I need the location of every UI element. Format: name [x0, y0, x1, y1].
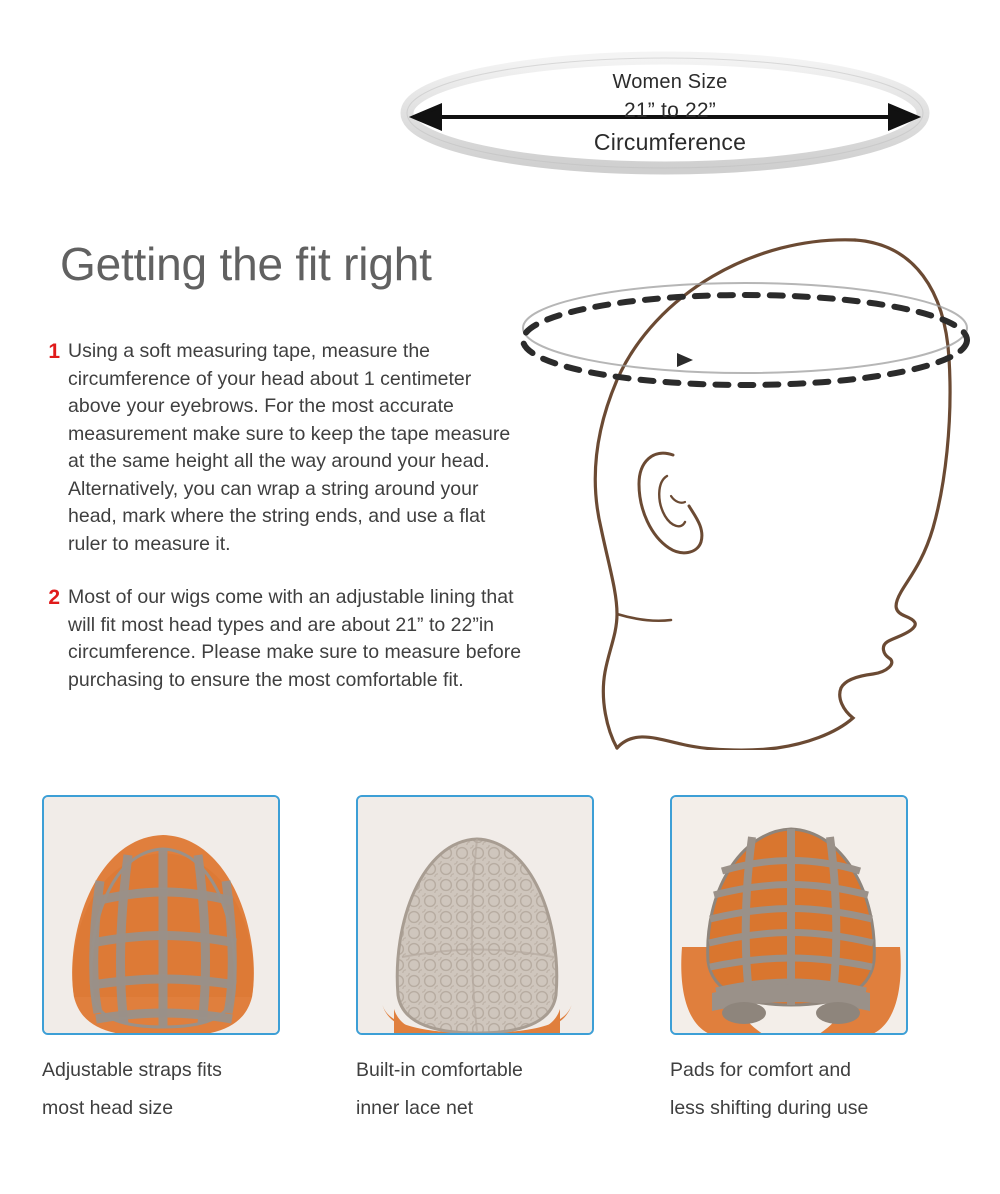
card-caption-line1: Built-in comfortable [356, 1059, 523, 1081]
card-caption [356, 1051, 596, 1127]
instructions-list [28, 338, 528, 720]
card-caption-line2: most head size [42, 1097, 174, 1119]
card-caption-line2: inner lace net [356, 1097, 474, 1119]
list-item [28, 338, 528, 558]
card-caption [670, 1051, 910, 1127]
feature-cards [0, 795, 1000, 1127]
head-profile-with-measuring-loop-icon [505, 210, 975, 750]
step-text: Most of our wigs come with an adjustable lining that will fit most head types and are about 21” to 22”in circumference. Please make sure to measure before purchasing to ensure the most comfortable fit. [68, 586, 522, 691]
step-number: 2 [48, 586, 60, 609]
card-caption-line2: less shifting during use [670, 1097, 869, 1119]
card-caption [42, 1051, 282, 1127]
list-item [42, 795, 282, 1127]
band-label-line3: Circumference [593, 129, 747, 156]
step-text: Using a soft measuring tape, measure the circumference of your head about 1 centimeter above your eyebrows. For the most accurate measurement make sure to keep the tape measure at the same height all the way around your head. Alternatively, you can wrap a string around your head, mark where the string ends, and use a flat ruler to measure it. [68, 340, 511, 555]
band-label-line1: Women Size [612, 71, 728, 93]
band-section [0, 0, 1000, 200]
card-caption-line1: Adjustable straps fits [42, 1059, 222, 1081]
step-number: 1 [48, 340, 60, 363]
wig-cap-inner-lace-net-photo [356, 795, 594, 1035]
band-label-line2: 21” to 22” [624, 99, 716, 123]
list-item [670, 795, 910, 1127]
page-title: Getting the fit right [60, 238, 432, 290]
card-caption-line1: Pads for comfort and [670, 1059, 852, 1081]
list-item [356, 795, 596, 1127]
wig-cap-adjustable-straps-photo [42, 795, 280, 1035]
list-item [28, 584, 528, 694]
wig-cap-comfort-pads-photo [670, 795, 908, 1035]
band-label [460, 68, 880, 159]
